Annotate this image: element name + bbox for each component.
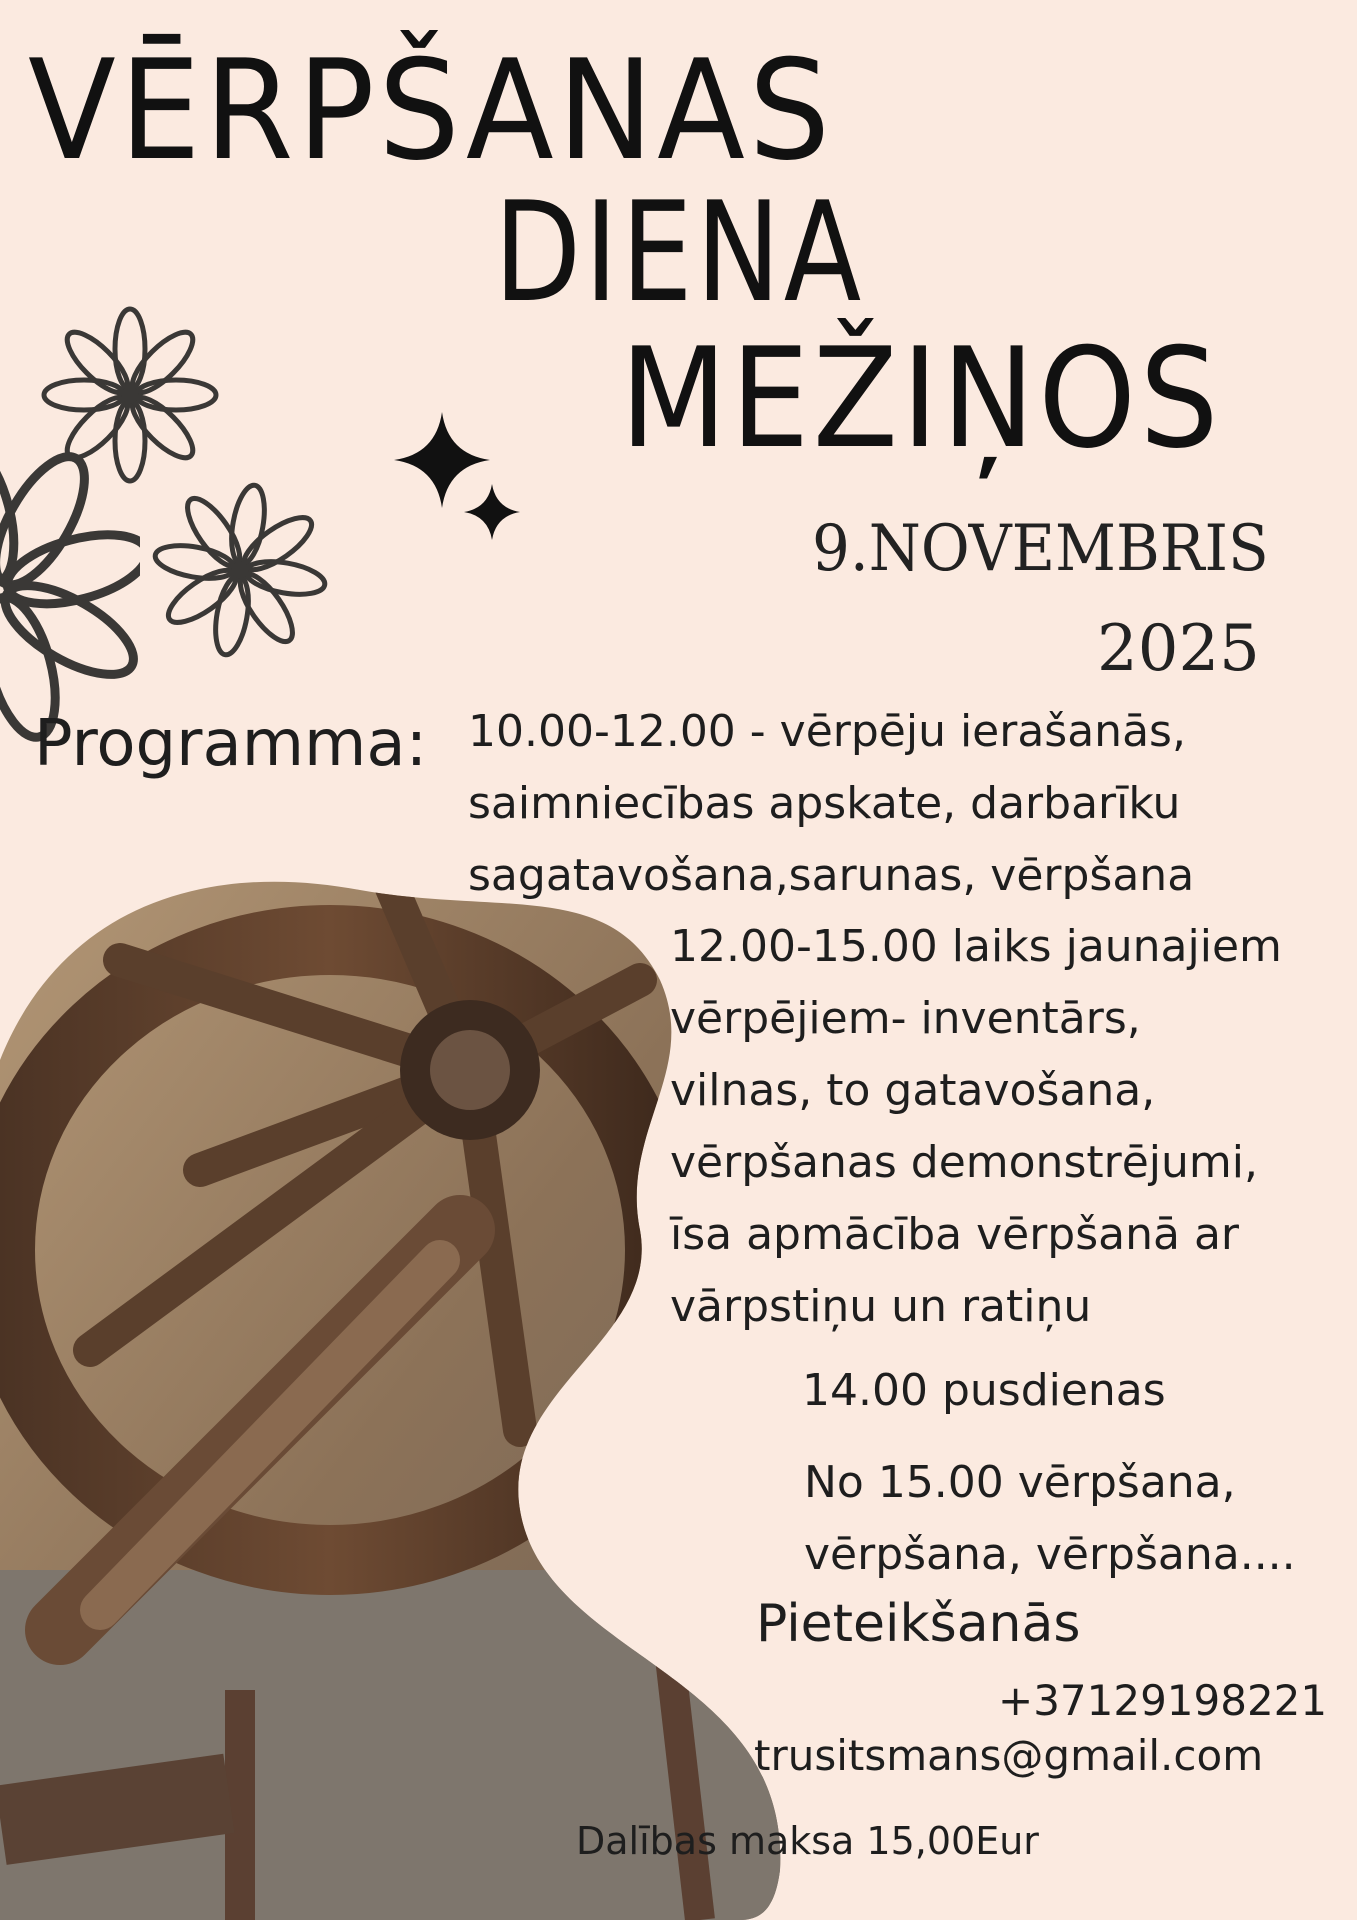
participation-fee: Dalības maksa 15,00Eur [576,1819,1039,1863]
program-line: 14.00 pusdienas [802,1365,1166,1416]
program-block-arrival [468,696,1194,912]
signup-label: Pieteikšanās [756,1594,1081,1654]
large-flower-icon [0,430,140,750]
title-line-2: DIENA [494,172,865,333]
program-label: Programma: [34,707,428,781]
program-line: vērpšanas demonstrējumi, [670,1137,1258,1188]
event-date: 9.NOVEMBRIS [812,512,1269,586]
program-block-lunch [802,1355,1166,1427]
event-year: 2025 [1097,612,1260,686]
contact-email[interactable]: trusitsmans@gmail.com [754,1731,1264,1780]
contact-phone[interactable]: +37129198221 [998,1676,1328,1725]
program-line: sagatavošana,sarunas, vērpšana [468,850,1195,901]
program-block-new-spinners [670,911,1282,1343]
program-line: īsa apmācība vērpšanā ar [670,1209,1240,1260]
program-line: vērpšana, vērpšana.... [804,1529,1296,1580]
title-line-1: VĒRPŠANAS [28,30,834,191]
title-line-3: MEŽIŅOS [620,318,1223,479]
program-line: 12.00-15.00 laiks jaunajiem [670,921,1282,972]
program-line: vilnas, to gatavošana, [670,1065,1156,1116]
program-line: 10.00-12.00 - vērpēju ierašanās, [468,706,1186,757]
program-line: No 15.00 vērpšana, [804,1457,1236,1508]
flower-icon [150,480,330,660]
small-sparkle-icon [462,482,522,542]
program-line: saimniecības apskate, darbarīku [468,778,1181,829]
program-line: vērpējiem- inventārs, [670,993,1141,1044]
program-line: vārpstiņu un ratiņu [670,1281,1092,1332]
program-block-spinning [804,1447,1296,1591]
